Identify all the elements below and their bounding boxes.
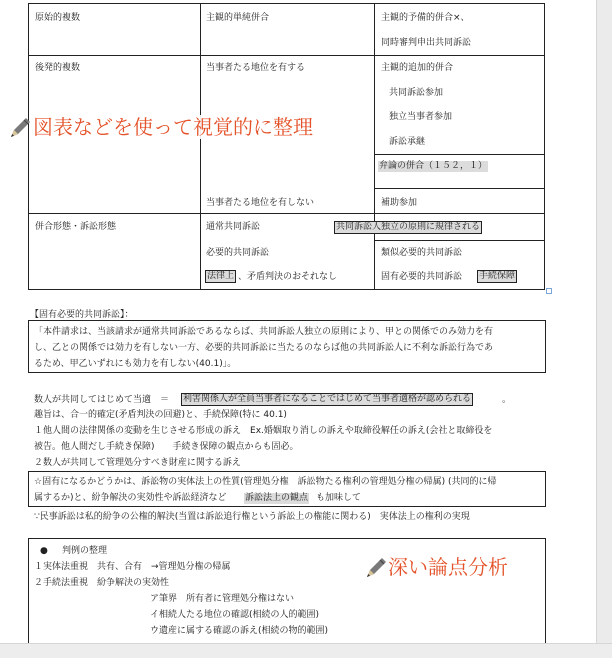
cell-r2-c1: 後発的複数 (35, 63, 81, 73)
table-hline-4 (374, 240, 545, 241)
pencil-icon (8, 116, 32, 140)
cell-r1-c3b: 同時審判申出共同訴訟 (381, 38, 472, 48)
cell-r4-c2b-box: 法律上 (207, 271, 235, 281)
body-line-2: 趣旨は、合一的確定(矛盾判決の回避)と、手続保障(特に 40.1) (34, 410, 287, 420)
body-line-1-post: 。 (502, 395, 512, 405)
pencil-icon (364, 556, 388, 580)
cell-r2-c3-extra: 弁論の併合（１５２，１） (379, 161, 488, 171)
banner2-text: 深い論点分析 (388, 555, 508, 579)
cell-r4-c2b-rest: 、矛盾判決のおそれなし (238, 272, 338, 282)
body-line-5: ２数人が共同して管理処分すべき財産に関する訴え (34, 458, 241, 468)
table-hline-2b (374, 188, 545, 189)
precedent-title: 判例の整理 (62, 546, 108, 556)
star-line-2-post: も加味して (316, 493, 362, 503)
table-resize-handle[interactable] (546, 288, 552, 294)
body-line-1-pre: 数人が共同してはじめて当適 ＝ (34, 395, 170, 405)
table-hline-1 (28, 55, 545, 56)
section-heading: 【固有必要的共同訴訟】： (30, 310, 134, 320)
quote-line-1: 「本件請求は、当該請求が通常共同訴訟であるならば、共同訴訟人独立の原則により、甲との関係でのみ効力を有 (34, 327, 494, 337)
table-vline-1 (200, 3, 201, 290)
cell-r1-c2: 主観的単純併合 (206, 13, 270, 23)
cell-r4-c1: 併合形態・訴訟形態 (35, 222, 117, 232)
bottom-status-strip (0, 643, 612, 658)
cell-r2-c3-3: 訴訟承継 (389, 137, 426, 147)
precedent-line-1: １実体法重視 共有、合有 →管理処分権の帰属 (34, 562, 231, 572)
star-line-2-hl: 訴訟法上の観点 (245, 493, 309, 503)
cell-r1-c1: 原始的複数 (35, 13, 81, 23)
cell-r1-c3a: 主観的予備的併合×、 (381, 13, 470, 23)
table-vline-2 (374, 3, 375, 290)
cell-r4-c3a: 類似必要的共同訴訟 (381, 248, 463, 258)
bullet-icon: ● (40, 546, 48, 556)
cell-r4-c2b: 必要的共同訴訟 (206, 248, 270, 258)
precedent-line-2: ２手続法重視 紛争解決の実効性 (34, 578, 170, 588)
cell-r2-c3-2: 独立当事者参加 (389, 112, 453, 122)
note-line: ∵民事訴訟は私的紛争の公権的解決(当置は訴訟追行権という訴訟上の権能に関わる) 実体法上の権利の実現 (34, 512, 470, 522)
body-line-4: 被告。他人間だし手続き保障) 手続き保障の観点からも固必。 (34, 442, 299, 452)
cell-r3-c3: 補助参加 (381, 198, 418, 208)
cell-r2-c2: 当事者たる地位を有する (206, 63, 306, 73)
cell-r2-c3-0: 主観的追加的併合 (381, 63, 454, 73)
quote-line-2: し、乙との関係では効力を有しない一方、必要的共同訴訟に当たるのならば他の共同訴訟人に不利な訴訟行為であ (34, 343, 494, 353)
table-hline-3 (28, 213, 545, 214)
quote-line-3: るため、甲乙いずれにも効力を有しない(40.1)」。 (34, 359, 237, 369)
cell-r4-c2a-box: 共同訴訟人独立の原則に規律される (336, 222, 481, 232)
cell-r4-c2a: 通常共同訴訟 (206, 222, 261, 232)
body-line-3: １他人間の法律関係の変動を生じさせる形成の訴え Ex.婚姻取り消しの訴えや取締役解任の訴え(会社と取締役を (34, 426, 493, 436)
precedent-line-5: ウ遺産に属する確認の訴え(相続の物的範囲) (150, 626, 329, 636)
banner1-text: 図表などを使って視覚的に整理 (33, 115, 313, 139)
table-hline-2 (374, 154, 545, 155)
precedent-line-3: ア筆界 所有者に管理処分権はない (150, 594, 295, 604)
cell-r2-c3-1: 共同訴訟参加 (389, 88, 444, 98)
cell-r4-c3b-box: 手続保障 (479, 271, 516, 281)
star-line-1: ☆固有になるかどうかは、訴訟物の実体法上の性質(管理処分権 訴訟物たる権利の管理処分権の帰属) (共同的に帰 (34, 477, 497, 487)
cell-r4-c3b: 固有必要的共同訴訟 (381, 272, 463, 282)
body-line-1-box: 利害関係人が全員当事者になることではじめて当事者適格が認められる (183, 394, 472, 404)
vertical-scrollbar[interactable] (596, 0, 612, 658)
precedent-line-4: イ相続人たる地位の確認(相続の人的範囲) (150, 610, 320, 620)
star-line-2-pre: 属するか)と、紛争解決の実効性や訴訟経済など (34, 493, 227, 503)
cell-r3-c2: 当事者たる地位を有しない (206, 198, 315, 208)
